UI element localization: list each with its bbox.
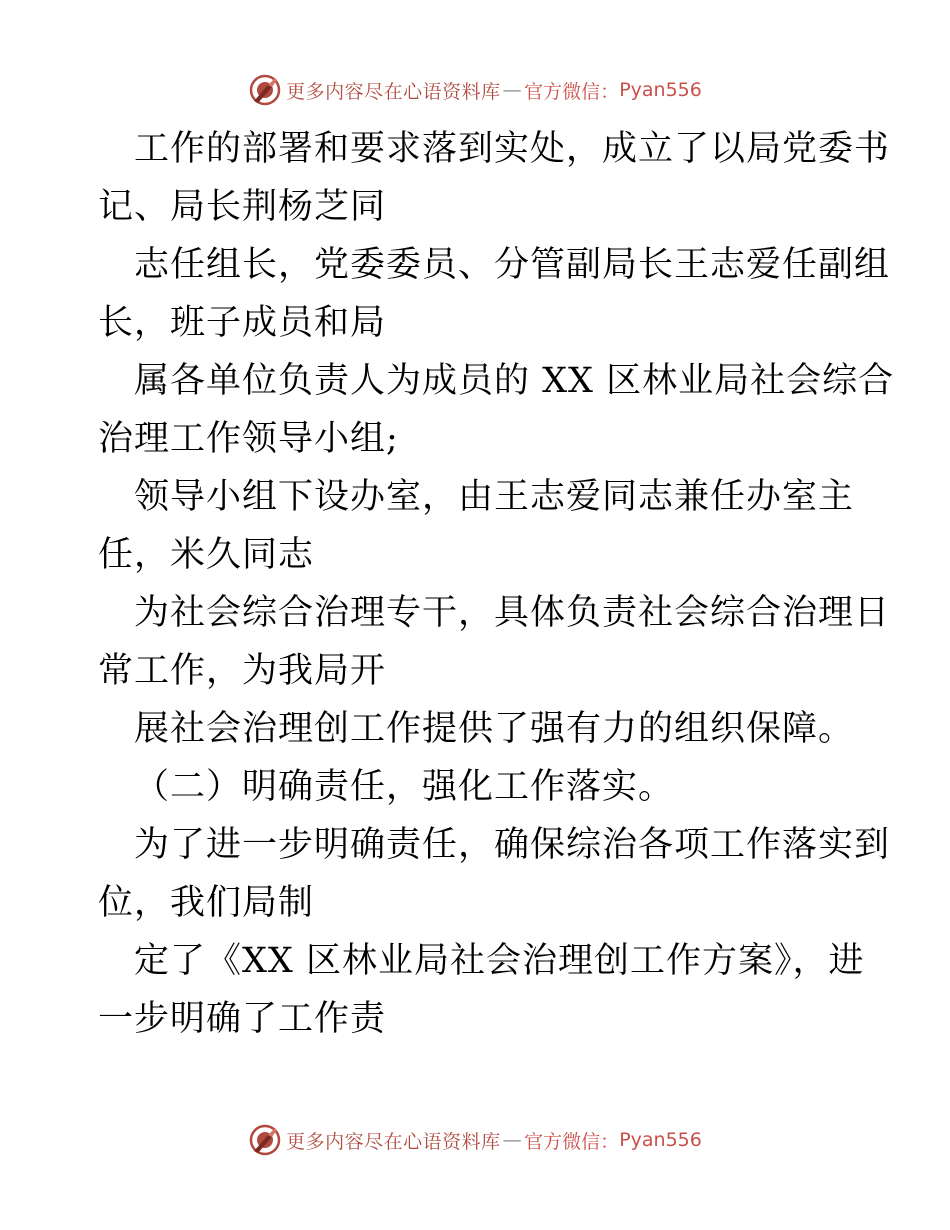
paragraph-line: 治理工作领导小组; [98,419,399,459]
banner-text: 更多内容尽在心语资料库 [286,80,501,103]
paragraph-line: 长，班子成员和局 [98,303,387,343]
paragraph [98,700,858,758]
banner-wechat-id: Pyan556 [619,79,702,101]
banner-text: 更多内容尽在心语资料库 [286,1130,501,1153]
banner-wechat-label: 官方微信： [524,80,620,103]
banner-wechat-id: Pyan556 [619,1129,702,1151]
paragraph-line: 为了进一步明确责任，确保综治各项工作落实到 [134,825,891,865]
paragraph-line: 领导小组下设办室，由王志爱同志兼任办室主 [134,477,855,517]
paragraph-line: 记、局长荆杨芝同 [98,187,387,227]
paragraph [98,584,891,700]
paragraph-line: 常工作，为我局开 [98,651,387,691]
header-banner [0,70,950,110]
paragraph [98,352,895,468]
paragraph [98,816,891,932]
document-body [98,120,895,1048]
paragraph [98,236,891,352]
section-heading [98,758,858,816]
paragraph [98,932,865,1048]
pen-logo-icon [248,1123,282,1157]
paragraph [98,468,858,584]
banner-dash: — [502,1129,523,1151]
footer-banner [0,1120,950,1160]
paragraph-line: 为社会综合治理专干，具体负责社会综合治理日 [134,593,891,633]
paragraph-line: 志任组长，党委委员、分管副局长王志爱任副组 [134,245,891,285]
paragraph-line: 位，我们局制 [98,883,315,923]
pen-logo-icon [248,73,282,107]
paragraph-line: 任，米久同志 [98,535,315,575]
paragraph-line: 展社会治理创工作提供了强有力的组织保障。 [134,709,855,749]
paragraph-line: 工作的部署和要求落到实处，成立了以局党委书 [134,129,891,169]
paragraph-line: 属各单位负责人为成员的 XX 区林业局社会综合 [134,361,895,401]
paragraph-line: 定了《XX 区林业局社会治理创工作方案》，进 [134,941,865,981]
heading-line: （二）明确责任，强化工作落实。 [134,767,675,807]
paragraph-line: 一步明确了工作责 [98,999,387,1039]
banner-wechat-label: 官方微信： [524,1130,620,1153]
paragraph [98,120,891,236]
banner-dash: — [502,79,523,101]
